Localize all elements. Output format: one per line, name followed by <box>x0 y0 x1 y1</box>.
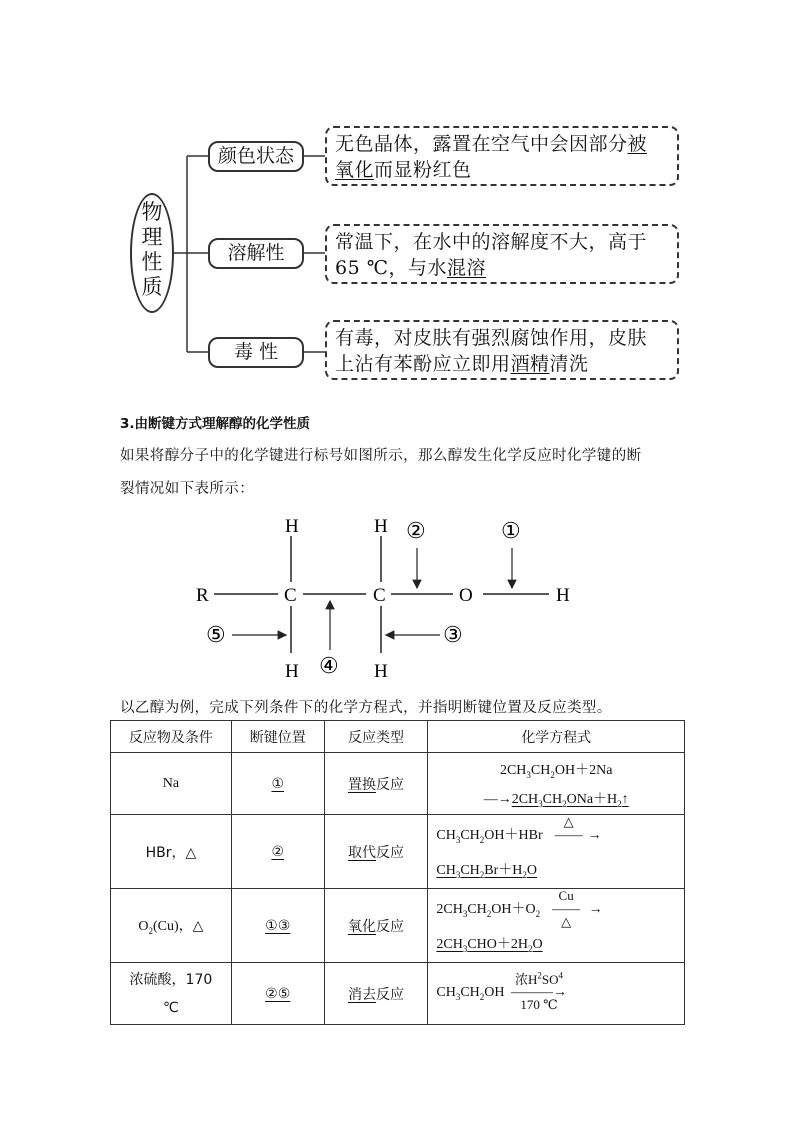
desc-line: 上沾有苯酚应立即用 <box>335 353 511 375</box>
condition-delta: △ <box>563 813 574 829</box>
table-row <box>111 889 685 963</box>
bond-answer: ②⑤ <box>265 985 291 1002</box>
condition-temp: 170 ℃ <box>520 997 558 1013</box>
atom-O: O <box>459 585 473 606</box>
desc-line: 有毒，对皮肤有强烈腐蚀作用，皮肤 <box>335 327 648 349</box>
bond-answer: ② <box>271 843 284 860</box>
desc-line: 清洗 <box>549 353 589 375</box>
color-state-description <box>325 126 679 186</box>
desc-line: 65 ℃，与水 <box>335 257 447 279</box>
table-header: 化学方程式 <box>428 721 685 753</box>
table-row <box>111 963 685 1025</box>
branch-label: 溶解性 <box>227 242 285 264</box>
condition-cu: Cu <box>558 887 574 903</box>
desc-line: 无色晶体，露置在空气中会因部分 <box>335 133 628 155</box>
table-row <box>111 753 685 815</box>
type-cell: 消去反应 <box>324 963 428 1025</box>
equation-cell: $CH_3CH_2OH$ 浓$H^2SO^4$ ———→ 170 ℃ <box>428 963 685 1025</box>
bond-label-2: ② <box>406 518 426 543</box>
branch-label: 毒 性 <box>233 341 279 363</box>
type-answer: 置换 <box>348 776 376 793</box>
alcohol-bond-diagram <box>0 505 794 690</box>
atom-H2-bot: H <box>374 661 388 682</box>
atom-H-end: H <box>556 585 570 606</box>
desc-line: 而显粉红色 <box>374 159 472 181</box>
bond-label-3: ③ <box>443 622 463 647</box>
bond-cell <box>231 753 324 815</box>
branch-solubility <box>208 238 304 269</box>
cond-cell: HBr，△ <box>111 815 232 889</box>
paragraph: 裂情况如下表所示： <box>120 481 255 497</box>
equation-cell: $CH_3CH_2OH+HBr$ △ ——→ $CH_3CH_2Br+H_2O$ <box>428 815 685 889</box>
cond-cell: $O_2(Cu)$，△ <box>111 889 232 963</box>
type-answer: 氧化 <box>348 918 376 935</box>
type-cell: 氧化反应 <box>324 889 428 963</box>
bond-label-1: ① <box>501 518 521 543</box>
type-cell: 取代反应 <box>324 815 428 889</box>
desc-underlined: 酒精 <box>510 353 550 375</box>
atom-H1-top: H <box>285 516 299 537</box>
bond-answer: ①③ <box>265 917 291 934</box>
paragraph: 以乙醇为例，完成下列条件下的化学方程式，并指明断键位置及反应类型。 <box>120 700 612 716</box>
branch-color-state <box>208 141 304 172</box>
bond-cell <box>231 889 324 963</box>
cond-cell: Na <box>111 753 232 815</box>
desc-underlined: 被 <box>627 133 648 155</box>
center-char: 理 <box>141 225 163 249</box>
center-char: 质 <box>141 275 163 299</box>
atom-C2: C <box>373 585 386 606</box>
table-header: 反应物及条件 <box>111 721 232 753</box>
cond-cell: 浓硫酸，170 ℃ <box>111 963 232 1025</box>
table-header-row <box>111 721 685 753</box>
equation-cell: $2CH_3CH_2OH+2Na$ $—\to 2CH_3CH_2ONa+H_2↑$ <box>428 753 685 815</box>
bond-label-4: ④ <box>319 653 339 678</box>
atom-C1: C <box>284 585 297 606</box>
desc-line: 常温下，在水中的溶解度不大，高于 <box>335 231 648 253</box>
center-char: 物 <box>141 200 163 224</box>
bond-answer: ① <box>271 775 284 792</box>
solubility-description <box>325 224 679 284</box>
atom-H2-top: H <box>374 516 388 537</box>
center-char: 性 <box>141 250 163 274</box>
branch-toxicity <box>208 337 304 368</box>
toxicity-description <box>325 320 679 380</box>
atom-H1-bot: H <box>285 661 299 682</box>
bond-cell <box>231 815 324 889</box>
equation-cell: $2CH_3CH_2OH+O_2$ Cu —— △ → $2CH_3CHO+2H_2O$ <box>428 889 685 963</box>
desc-underlined: 混溶 <box>446 257 486 279</box>
paragraph: 如果将醇分子中的化学键进行标号如图所示，那么醇发生化学反应时化学键的断 <box>120 448 642 464</box>
condition-delta: △ <box>561 913 572 929</box>
table-header: 反应类型 <box>324 721 428 753</box>
desc-underlined: 氧化 <box>335 159 375 181</box>
atom-R: R <box>196 585 209 606</box>
table-header: 断键位置 <box>231 721 324 753</box>
type-answer: 取代 <box>348 844 376 861</box>
type-cell: 置换反应 <box>324 753 428 815</box>
branch-label: 颜色状态 <box>217 145 294 167</box>
table-row <box>111 815 685 889</box>
type-answer: 消去 <box>348 986 376 1003</box>
section-heading: 3.由断键方式理解醇的化学性质 <box>120 416 311 432</box>
reaction-table <box>110 720 685 1025</box>
bond-cell <box>231 963 324 1025</box>
bond-label-5: ⑤ <box>206 622 226 647</box>
